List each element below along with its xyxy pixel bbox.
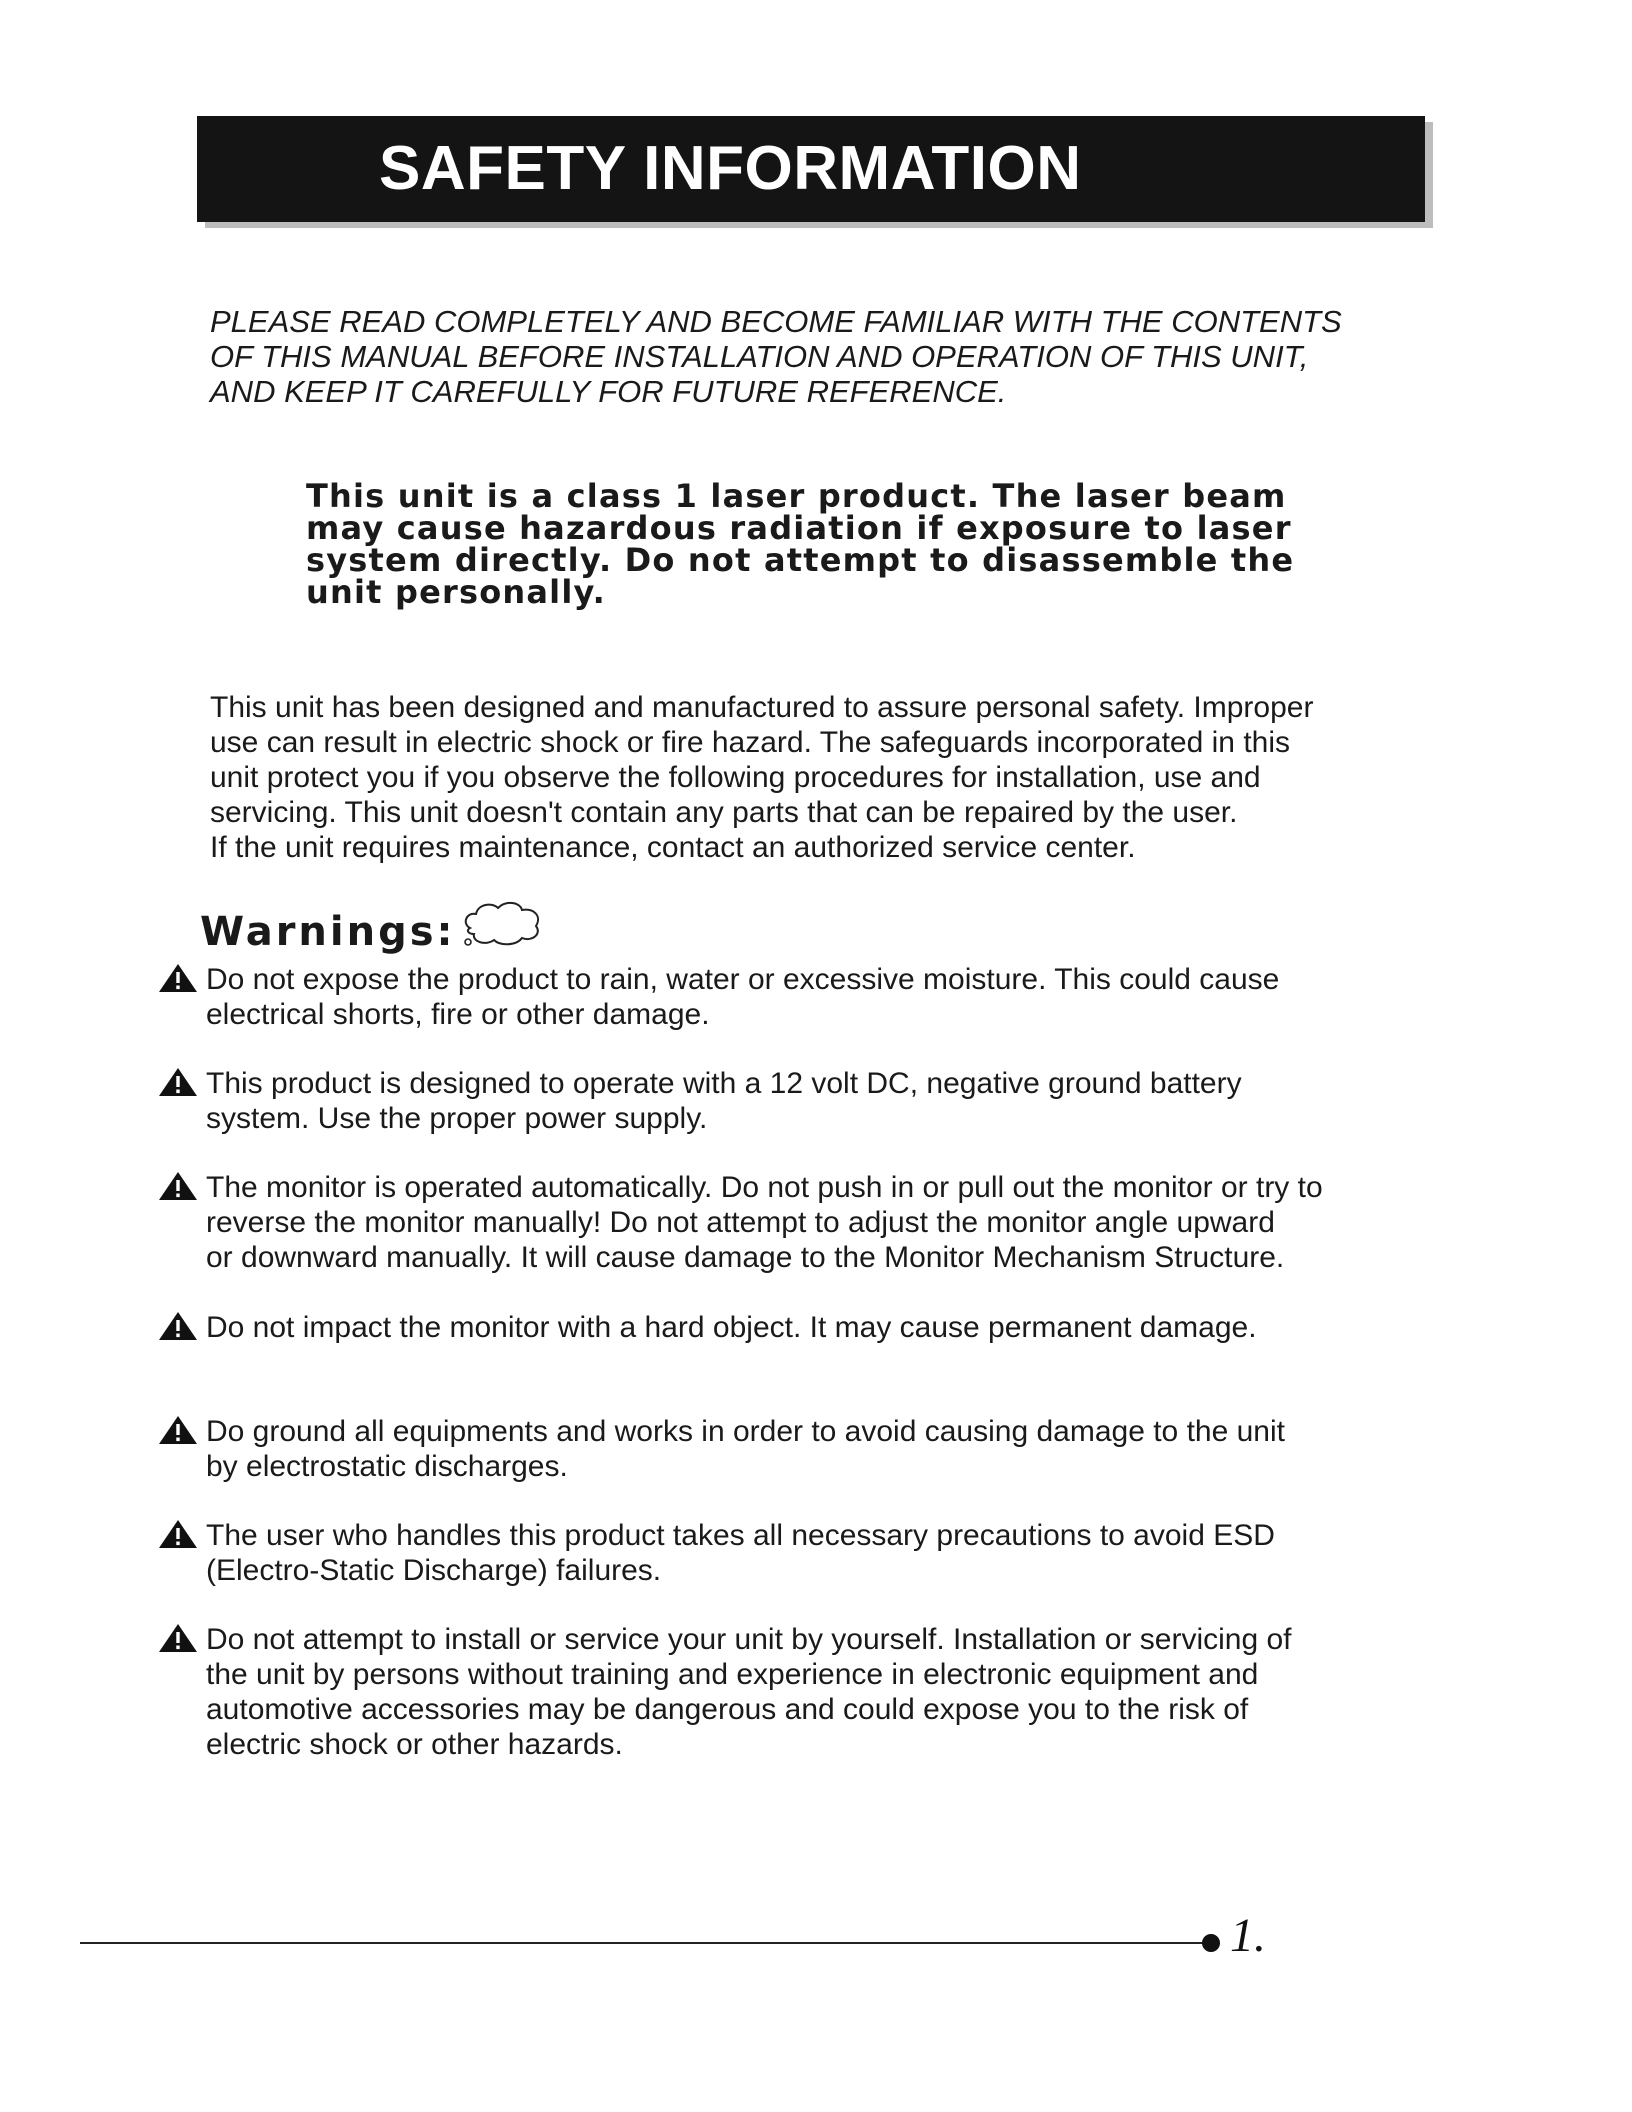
warning-item (158, 1066, 1458, 1136)
footer-bullet (1202, 1934, 1220, 1952)
warning-line: the unit by persons without training and experience in electronic equipment and (206, 1658, 1259, 1691)
warning-line (158, 1170, 1458, 1205)
warning-line: electrical shorts, fire or other damage. (206, 998, 710, 1031)
warning-line (158, 1414, 1458, 1449)
warning-item (158, 1170, 1458, 1275)
warning-text: The user who handles this product takes all necessary precautions to avoid ESD (206, 1519, 1275, 1552)
warning-line (158, 962, 1458, 997)
warnings-heading-text: Warnings: (200, 909, 456, 955)
paragraph-line: servicing. This unit doesn't contain any parts that can be repaired by the user. (210, 796, 1238, 829)
warning-triangle-icon (158, 1311, 206, 1341)
page-number: 1. (1230, 1909, 1266, 1962)
footer-rule (80, 1942, 1210, 1944)
laser-notice (306, 477, 1326, 611)
warning-triangle-icon (158, 1067, 206, 1097)
warning-triangle-icon (158, 1415, 206, 1445)
warning-item (158, 1414, 1458, 1484)
warning-item (158, 1518, 1458, 1588)
warning-line: by electrostatic discharges. (206, 1450, 568, 1483)
warning-line (158, 1066, 1458, 1101)
warning-line: system. Use the proper power supply. (206, 1102, 708, 1135)
intro-line: PLEASE READ COMPLETELY AND BECOME FAMILIAR WITH THE CONTENTS (210, 304, 1342, 339)
warning-line (158, 1518, 1458, 1553)
paragraph-line: This unit has been designed and manufactured to assure personal safety. Improper (210, 691, 1314, 724)
intro-notice (210, 304, 1460, 409)
paragraph-line: unit protect you if you observe the following procedures for installation, use and (210, 761, 1261, 794)
warning-item (158, 1310, 1458, 1345)
warning-text: Do not impact the monitor with a hard object. It may cause permanent damage. (206, 1311, 1257, 1344)
warning-line (158, 1310, 1458, 1345)
warning-text: The monitor is operated automatically. Do not push in or pull out the monitor or try to (206, 1171, 1323, 1204)
warnings-heading (200, 908, 548, 956)
warning-text: Do not expose the product to rain, water or excessive moisture. This could cause (206, 963, 1280, 996)
warning-triangle-icon (158, 1171, 206, 1201)
warning-line: automotive accessories may be dangerous and could expose you to the risk of (206, 1693, 1249, 1726)
warning-line: reverse the monitor manually! Do not attempt to adjust the monitor angle upward (206, 1206, 1275, 1239)
section-title-banner (197, 116, 1425, 222)
warning-item (158, 962, 1458, 1032)
warning-triangle-icon (158, 1623, 206, 1653)
warning-triangle-icon (158, 1519, 206, 1549)
page-title: SAFETY INFORMATION (379, 134, 1082, 203)
laser-line: This unit is a class 1 laser product. The laser beam (306, 477, 1287, 515)
intro-line: OF THIS MANUAL BEFORE INSTALLATION AND OPERATION OF THIS UNIT, (210, 339, 1309, 374)
paragraph-line: use can result in electric shock or fire hazard. The safeguards incorporated in this (210, 726, 1290, 759)
paragraph-line: If the unit requires maintenance, contact an authorized service center. (210, 831, 1136, 864)
laser-line: system directly. Do not attempt to disassemble the (306, 541, 1295, 579)
safety-paragraph (210, 690, 1470, 865)
warning-line: electric shock or other hazards. (206, 1728, 623, 1761)
intro-line: AND KEEP IT CAREFULLY FOR FUTURE REFERENCE. (210, 374, 1007, 409)
laser-line: may cause hazardous radiation if exposure to laser (306, 509, 1292, 547)
laser-line: unit personally. (306, 573, 606, 611)
thought-bubble-icon (458, 898, 548, 950)
warning-text: Do not attempt to install or service your unit by yourself. Installation or servicing of (206, 1623, 1292, 1656)
warning-text: Do ground all equipments and works in order to avoid causing damage to the unit (206, 1415, 1285, 1448)
warning-text: This product is designed to operate with a 12 volt DC, negative ground battery (206, 1067, 1242, 1100)
warning-line: (Electro-Static Discharge) failures. (206, 1554, 662, 1587)
warning-line: or downward manually. It will cause damage to the Monitor Mechanism Structure. (206, 1241, 1285, 1274)
warning-line (158, 1622, 1458, 1657)
warning-item (158, 1622, 1458, 1762)
warning-triangle-icon (158, 963, 206, 993)
